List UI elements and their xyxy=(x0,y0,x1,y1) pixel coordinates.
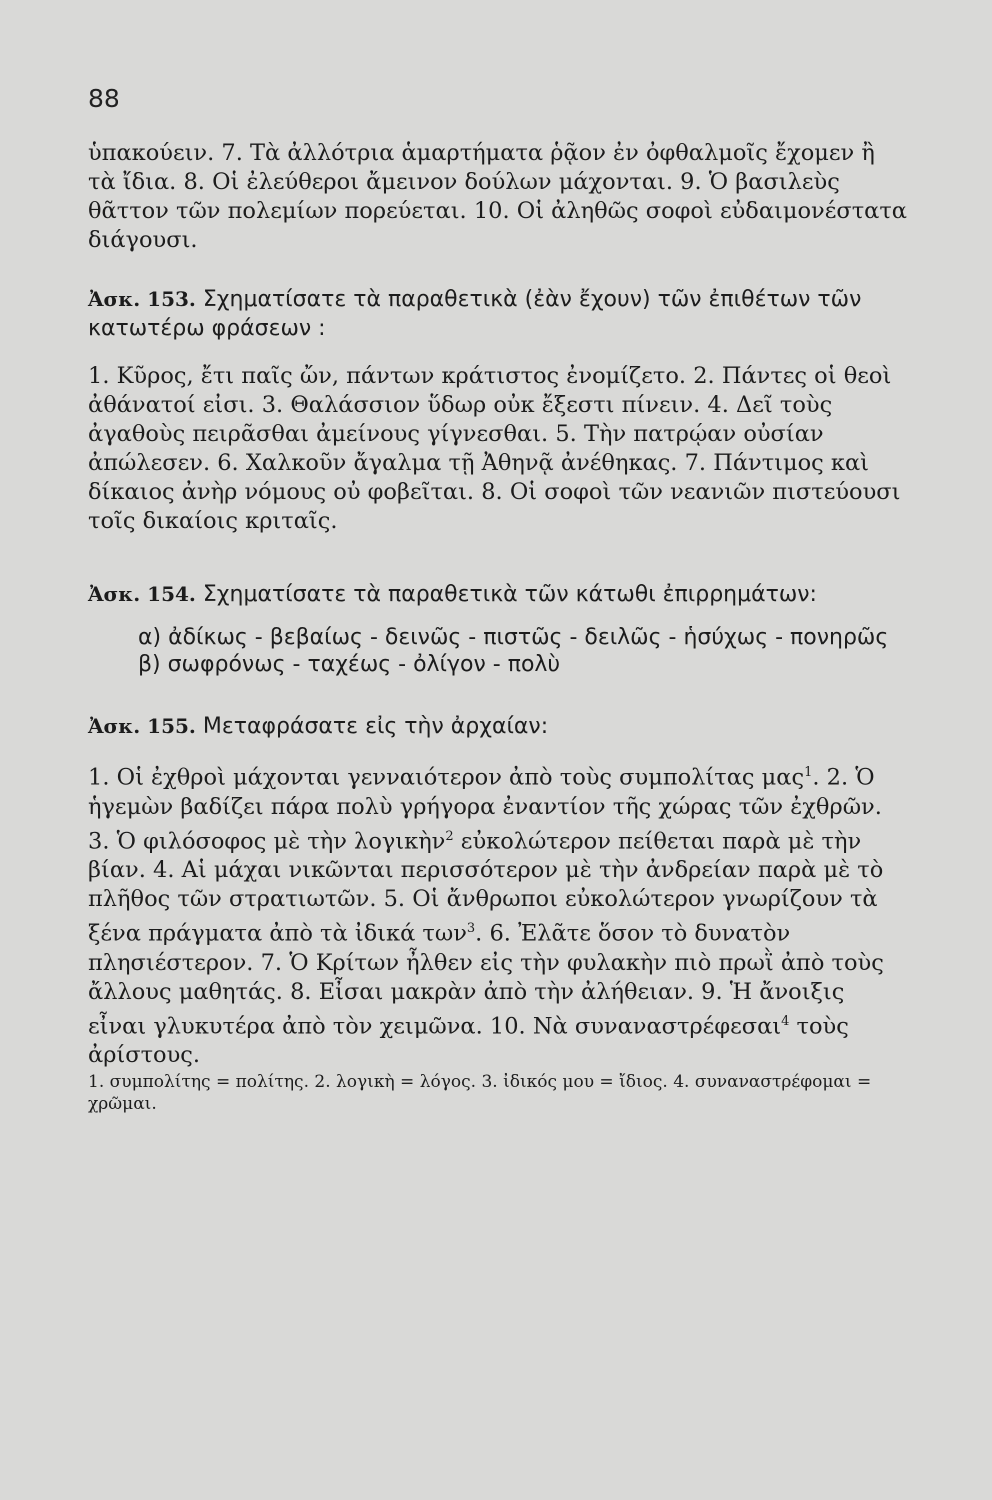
exercise-154-heading xyxy=(88,580,908,609)
exercise-153-label: Ἀσκ. 153. xyxy=(88,287,196,311)
exercise-155-text-part-5: τοὺς ἀρίστους. xyxy=(88,1013,849,1068)
exercise-153-text: 1. Κῦρος, ἔτι παῖς ὤν, πάντων κράτιστος ἐνομίζετο. 2. Πάντες οἱ θεοὶ ἀθάνατοί εἰσι. 3. Θαλάσσιον ὕδωρ οὐκ ἔξεστι πίνειν. 4. Δεῖ τοὺς ἀγαθοὺς πειρᾶσθαι ἀμείνους γίγνεσθαι. 5. Τὴν πατρῴαν οὐσίαν ἀπώλεσεν. 6. Χαλκοῦν ἄγαλμα τῇ Ἀθηνᾷ ἀνέθηκας. 7. Πάντιμος καὶ δίκαιος ἀνὴρ νόμους οὐ φοβεῖται. 8. Οἱ σοφοὶ τῶν νεανιῶν πιστεύουσι τοῖς δικαίοις κριταῖς. xyxy=(88,363,901,534)
exercise-153-heading xyxy=(88,285,908,343)
footnote-ref-2: 2 xyxy=(445,828,454,844)
footnotes: 1. συμπολίτης = πολίτης. 2. λογικὴ = λόγος. 3. ἰδικός μου = ἴδιος. 4. συναναστρέφομαι = χρῶμαι. xyxy=(88,1072,872,1114)
exercise-155-instruction: Μεταφράσατε εἰς τὴν ἀρχαίαν: xyxy=(202,714,549,739)
exercise-155-text-part-2: . 2. Ὁ ἡγεμὼν βαδίζει πάρα πολὺ γρήγορα ἐναντίον τῆς χώρας τῶν ἐχθρῶν. 3. Ὁ φιλόσοφος μὲ τὴν λογικὴν xyxy=(88,764,882,854)
exercise-154-row-a: α) ἀδίκως - βεβαίως - δεινῶς - πιστῶς - δειλῶς - ἡσύχως - πονηρῶς xyxy=(138,625,889,650)
exercise-154-row-b: β) σωφρόνως - ταχέως - ὀλίγον - πολὺ xyxy=(138,652,561,677)
exercise-155-text-part-3: εὐκολώτερον πείθεται παρὰ μὲ τὴν βίαν. 4. Αἱ μάχαι νικῶνται περισσότερον μὲ τὴν ἀνδρείαν παρὰ μὲ τὸ πλῆθος τῶν στρατιωτῶν. 5. Οἱ ἄνθρωποι εὐκολώτερον γνωρίζουν τὰ ξένα πράγματα ἀπὸ τὰ ἰδικά των xyxy=(88,828,884,947)
top-paragraph: ὑπακούειν. 7. Τὰ ἀλλότρια ἁμαρτήματα ῥᾷον ἐν ὀφθαλμοῖς ἔχομεν ἢ τὰ ἴδια. 8. Οἱ ἐλεύθεροι ἄμεινον δούλων μάχονται. 9. Ὁ βασιλεὺς θᾶττον τῶν πολεμίων πορεύεται. 10. Οἱ ἀληθῶς σοφοὶ εὐδαιμονέστατα διάγουσι. xyxy=(88,140,907,253)
exercise-155-label: Ἀσκ. 155. xyxy=(88,714,196,738)
exercise-155-text-part-1: 1. Οἱ ἐχθροὶ μάχονται γενναιότερον ἀπὸ τοὺς συμπολίτας μας xyxy=(88,764,805,791)
footnote-ref-4: 4 xyxy=(781,1013,790,1029)
exercise-153-instruction: Σχηματίσατε τὰ παραθετικὰ (ἐὰν ἔχουν) τῶν ἐπιθέτων τῶν κατωτέρω φράσεων : xyxy=(88,287,862,341)
exercise-154-label: Ἀσκ. 154. xyxy=(88,582,196,606)
exercise-154-instruction: Σχηματίσατε τὰ παραθετικὰ τῶν κάτωθι ἐπιρρημάτων: xyxy=(202,582,817,607)
exercise-155-text xyxy=(88,758,908,1070)
footnote-ref-3: 3 xyxy=(466,921,476,936)
exercise-155-text-part-4: . 6. Ἐλᾶτε ὅσον τὸ δυνατὸν πλησιέστερον. 7. Ὁ Κρίτων ἦλθεν εἰς τὴν φυλακὴν πιὸ πρωῒ ἀπὸ τοὺς ἄλλους μαθητάς. 8. Εἶσαι μακρὰν ἀπὸ τὴν ἀλήθειαν. 9. Ἡ ἄνοιξις εἶναι γλυκυτέρα ἀπὸ τὸν χειμῶνα. 10. Νὰ συναναστρέφεσαι xyxy=(88,920,884,1039)
footnote-ref-1: 1 xyxy=(804,765,813,780)
exercise-155-heading xyxy=(88,712,908,741)
page-number: 88 xyxy=(88,84,120,113)
